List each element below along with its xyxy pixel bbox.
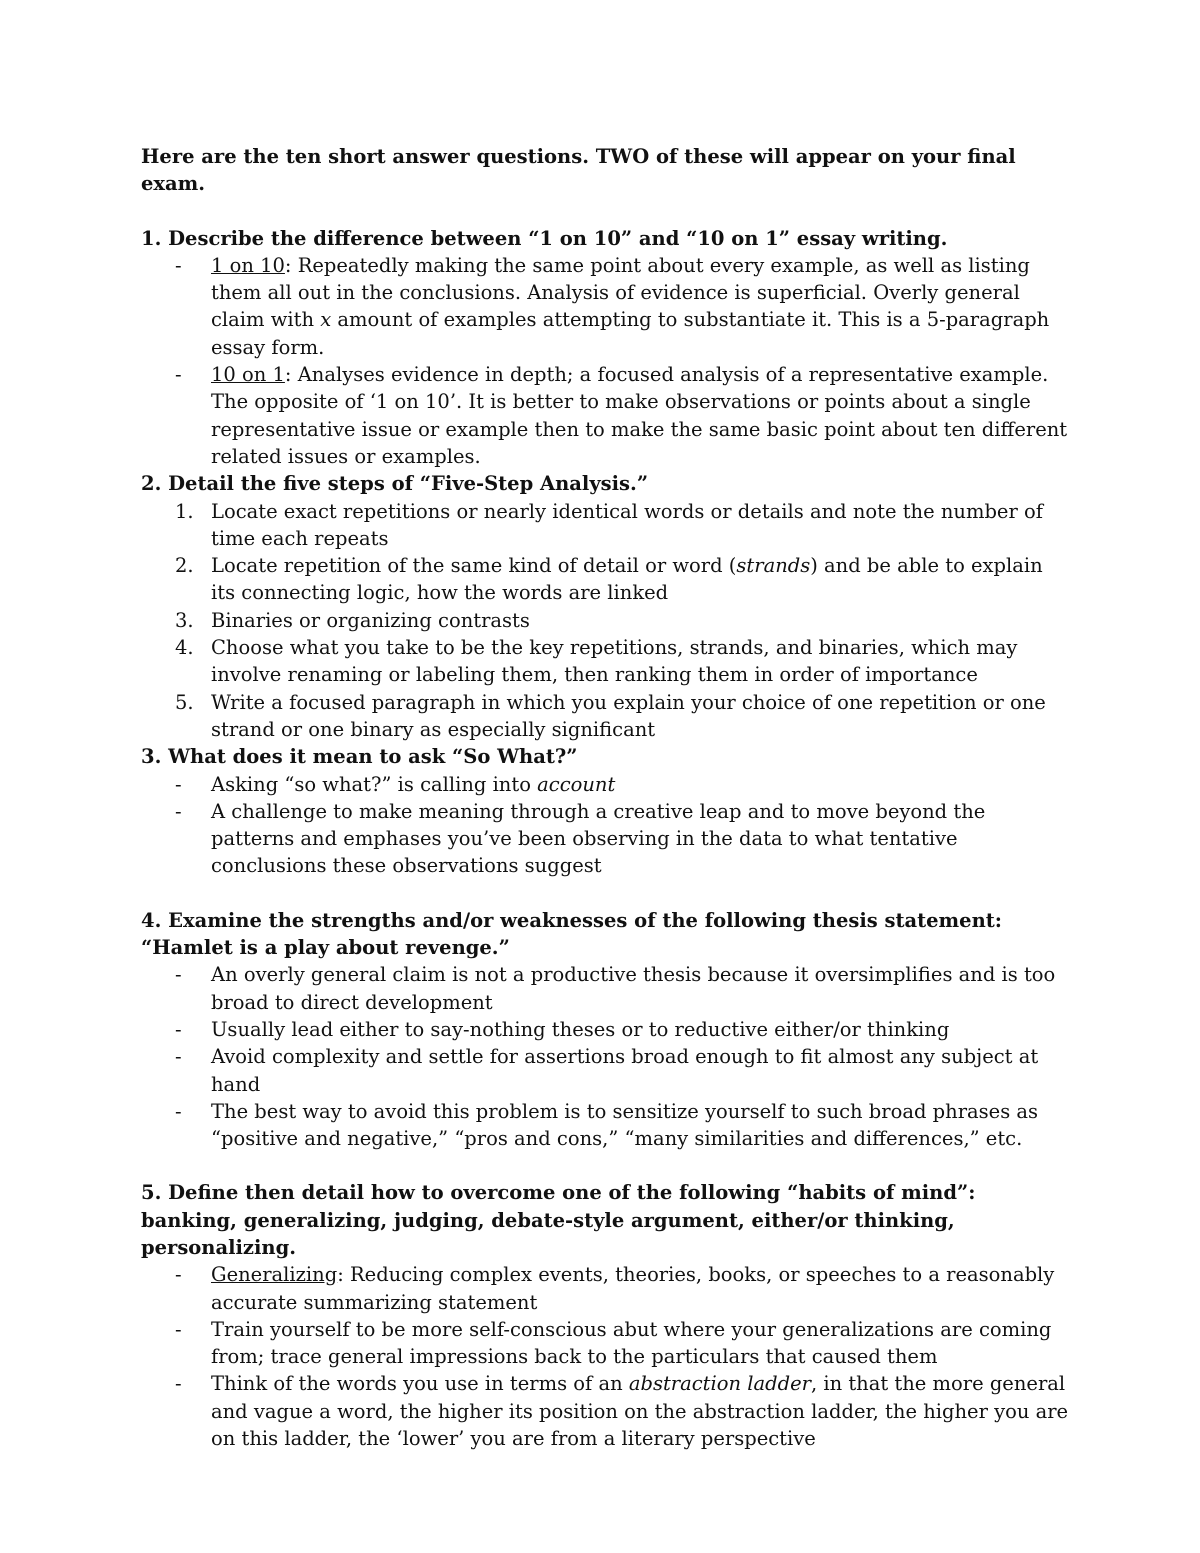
answer-text: amount of examples attempting to substantiate it. This is a 5-paragraph essay form. bbox=[211, 308, 1050, 359]
list-item bbox=[141, 552, 1071, 607]
answer-text: : Reducing complex events, theories, books, or speeches to a reasonably accurate summarizing statement bbox=[211, 1263, 1055, 1314]
term-1-on-10: 1 on 10 bbox=[211, 253, 285, 277]
answer-text: Avoid complexity and settle for assertions broad enough to fit almost any subject at hand bbox=[211, 1045, 1039, 1096]
list-item bbox=[141, 1043, 1071, 1098]
term-generalizing: Generalizing bbox=[211, 1263, 338, 1287]
italic-strands: strands bbox=[736, 554, 811, 578]
answer-text: Train yourself to be more self-conscious abut where your generalizations are coming from; trace general impressions back to the particulars that caused them bbox=[211, 1317, 1052, 1369]
question-3-title: 3. What does it mean to ask “So What?” bbox=[141, 745, 578, 769]
list-item bbox=[141, 961, 1071, 1016]
list-item bbox=[141, 1098, 1071, 1153]
step-text: Choose what you take to be the key repetitions, strands, and binaries, which may involve renaming or labeling them, then ranking them in order of importance bbox=[211, 636, 1018, 687]
dash-bullet: - bbox=[175, 253, 182, 277]
step-number: 4. bbox=[175, 636, 194, 660]
list-item bbox=[141, 252, 1071, 361]
answer-text: The best way to avoid this problem is to sensitize yourself to such broad phrases as “positive and negative,” “pros and cons,” “many similarities and differences,” etc. bbox=[211, 1099, 1039, 1151]
dash-bullet: - bbox=[175, 1017, 182, 1041]
question-4-title: 4. Examine the strengths and/or weaknesses of the following thesis statement: “Hamlet is a play about revenge.” bbox=[141, 908, 1002, 960]
answer-text: Asking “so what?” is calling into bbox=[211, 772, 538, 796]
question-5-answer-list bbox=[141, 1261, 1071, 1452]
question-3-answer-list bbox=[141, 771, 1071, 880]
dash-bullet: - bbox=[175, 1372, 182, 1396]
list-item bbox=[141, 771, 1071, 798]
list-item bbox=[141, 361, 1071, 470]
list-item bbox=[141, 498, 1071, 553]
step-text: Locate exact repetitions or nearly identical words or details and note the number of time each repeats bbox=[211, 499, 1043, 550]
dash-bullet: - bbox=[175, 799, 182, 823]
answer-text: , in that the more general and vague a word, the higher its position on the abstraction ladder, the higher you are on this ladder, the ‘lower’ you are from a literary perspective bbox=[211, 1372, 1069, 1451]
list-item bbox=[141, 689, 1071, 744]
step-number: 2. bbox=[175, 554, 194, 578]
step-text: ) and be able to explain its connecting logic, how the words are linked bbox=[211, 554, 1043, 605]
question-5-title: 5. Define then detail how to overcome one of the following “habits of mind”: banking, generalizing, judging, debate-style argument, either/or thinking, personalizing. bbox=[141, 1181, 976, 1259]
step-text: Binaries or organizing contrasts bbox=[211, 608, 530, 632]
list-item bbox=[141, 1316, 1071, 1371]
question-2-title: 2. Detail the five steps of “Five-Step Analysis.” bbox=[141, 472, 649, 496]
dash-bullet: - bbox=[175, 1099, 182, 1123]
dash-bullet: - bbox=[175, 1317, 182, 1341]
list-item bbox=[141, 607, 1071, 634]
dash-bullet: - bbox=[175, 772, 182, 796]
question-2-steps-list bbox=[141, 498, 1071, 744]
dash-bullet: - bbox=[175, 363, 182, 387]
list-item bbox=[141, 798, 1071, 880]
answer-text: : Repeatedly making the same point about every example, as well as listing them all out in the conclusions. Analysis of evidence is superficial. Overly general claim with bbox=[211, 253, 1030, 332]
list-item bbox=[141, 634, 1071, 689]
intro-heading: Here are the ten short answer questions. TWO of these will appear on your final exam. bbox=[141, 145, 1016, 196]
list-item bbox=[141, 1370, 1071, 1452]
italic-abstraction-ladder: abstraction ladder bbox=[628, 1372, 811, 1396]
answer-text: Think of the words you use in terms of an bbox=[211, 1372, 629, 1396]
answer-text: Usually lead either to say-nothing theses or to reductive either/or thinking bbox=[211, 1017, 950, 1041]
term-10-on-1: 10 on 1 bbox=[211, 363, 285, 387]
step-number: 5. bbox=[175, 690, 194, 714]
dash-bullet: - bbox=[175, 1045, 182, 1069]
question-1-answer-list bbox=[141, 252, 1071, 470]
step-text: Write a focused paragraph in which you explain your choice of one repetition or one strand or one binary as especially significant bbox=[211, 690, 1046, 741]
document-page bbox=[141, 143, 1071, 1452]
answer-text: An overly general claim is not a productive thesis because it oversimplifies and is too broad to direct development bbox=[211, 963, 1056, 1014]
question-1-title: 1. Describe the difference between “1 on 10” and “10 on 1” essay writing. bbox=[141, 226, 948, 250]
italic-account: account bbox=[537, 772, 616, 796]
step-text: Locate repetition of the same kind of detail or word ( bbox=[211, 554, 737, 578]
list-item bbox=[141, 1261, 1071, 1316]
dash-bullet: - bbox=[175, 1263, 182, 1287]
dash-bullet: - bbox=[175, 963, 182, 987]
italic-x: x bbox=[320, 308, 332, 332]
step-number: 3. bbox=[175, 608, 194, 632]
answer-text: : Analyses evidence in depth; a focused analysis of a representative example. The opposite of ‘1 on 10’. It is better to make observations or points about a single representative issue or example then to make the same basic point about ten different related issues or examples. bbox=[211, 363, 1068, 468]
step-number: 1. bbox=[175, 499, 194, 523]
list-item bbox=[141, 1016, 1071, 1043]
question-4-answer-list bbox=[141, 961, 1071, 1152]
answer-text: A challenge to make meaning through a creative leap and to move beyond the patterns and emphases you’ve been observing in the data to what tentative conclusions these observations suggest bbox=[211, 799, 986, 878]
